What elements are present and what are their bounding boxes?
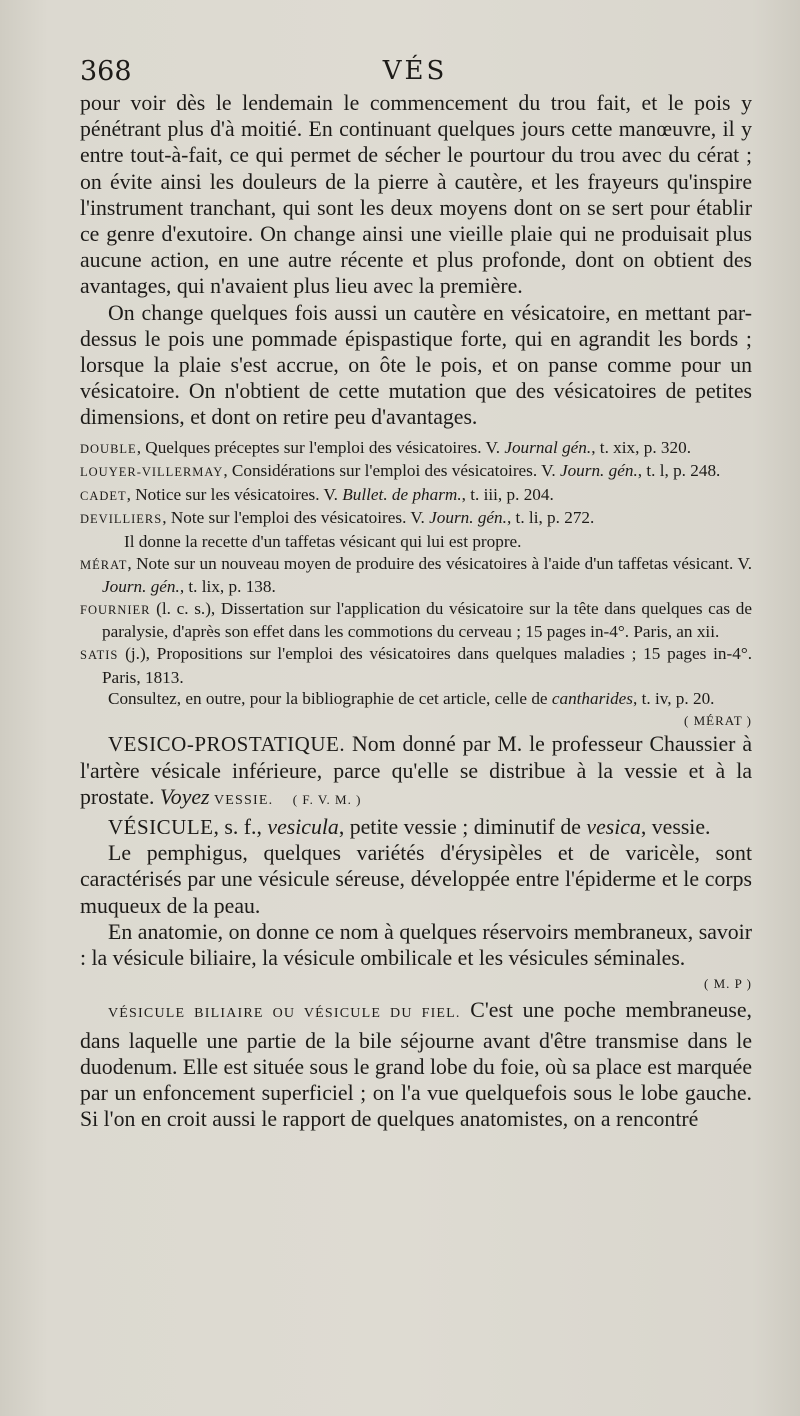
bibliography	[80, 437, 752, 732]
consultez-term: cantharides	[551, 689, 633, 709]
cross-reference-voyez: Voyez	[159, 784, 210, 809]
reference-tail: , t. lix, p. 138.	[179, 577, 276, 597]
paragraph-vesicule-anatomie	[80, 919, 752, 998]
reference-entry	[80, 460, 752, 484]
reference-entry	[80, 553, 752, 598]
reference-tail: , t. l, p. 248.	[637, 461, 721, 481]
reference-journal: Journ. gén.	[559, 461, 638, 481]
reference-journal: Journ. gén.	[429, 508, 507, 528]
entry-vesicule	[80, 814, 752, 840]
reference-author: FOURNIER	[80, 602, 151, 617]
reference-text: (j.), Propositions sur l'emploi des vésicatoires dans quelques maladies ; 15 pages in-4°. Paris, 1813.	[102, 643, 752, 687]
consultez-tail: , t. iv, p. 20.	[633, 689, 715, 709]
reference-text: , Notice sur les vésicatoires. V.	[126, 484, 343, 504]
reference-text: , Note sur l'emploi des vésicatoires. V.	[162, 508, 430, 528]
reference-journal: Journ. gén.	[102, 577, 180, 597]
entry-headword: VESICO-PROSTATIQUE.	[108, 732, 346, 757]
reference-text: (l. c. s.), Dissertation sur l'application du vésicatoire sur la tête dans quelques cas de paralysie, d'après son effet dans les commotions du cerveau ; 15 pages in-4°. Paris, an xii.	[102, 598, 752, 642]
entry-text: C'est une poche membraneuse, dans laquelle une partie de la bile séjourne avant d'être transmise dans le duodenum. Elle est située sous le grand lobe du foie, où sa place est marquée par un enfoncement superficiel ; on l'a vue quelquefois sous le lobe gauche. Si l'on en croit aussi le rapport de quelques anatomistes, on a rencontré	[80, 998, 752, 1132]
latin-term: vesica	[586, 814, 641, 839]
reference-entry	[80, 437, 752, 461]
reference-author: SATIS	[80, 647, 119, 662]
entry-headword: VÉSICULE	[108, 814, 214, 839]
reference-author: DEVILLIERS	[80, 512, 163, 527]
paragraph-vesicule-pemphigus: Le pemphigus, quelques variétés d'érysipèles et de varicèle, sont caractérisés par une vésicule séreuse, développée entre l'épiderme et le corps muqueux de la peau.	[80, 841, 752, 918]
reference-journal: Journal gén.	[504, 437, 592, 457]
running-head: VÉS	[382, 56, 448, 86]
entry-text: , petite vessie ; diminutif de	[338, 814, 587, 839]
page-body	[80, 90, 752, 1132]
reference-journal: Bullet. de pharm.	[342, 484, 462, 504]
reference-text: , Considérations sur l'emploi des vésicatoires. V.	[223, 461, 560, 481]
reference-author: DOUBLE	[80, 441, 137, 456]
reference-tail: , t. xix, p. 320.	[591, 437, 691, 457]
cross-reference-target: VESSIE.	[209, 792, 274, 808]
entry-grammar: , s. f.,	[213, 814, 268, 839]
reference-author: CADET	[80, 488, 127, 503]
reference-text: , Note sur un nouveau moyen de produire des vésicatoires à l'aide d'un taffetas vésicant. V.	[127, 553, 752, 573]
page-header	[80, 56, 750, 92]
reference-entry	[80, 643, 752, 688]
reference-entry	[80, 507, 752, 552]
entry-text: Nom donné par M. le professeur Chaussier à l'artère vésicale inférieure, parce qu'elle se distribue à la vessie et à la prostate.	[80, 732, 752, 809]
reference-entry	[80, 598, 752, 643]
entry-vesico-prostatique	[80, 731, 752, 814]
reference-tail: , t. li, p. 272.	[506, 508, 595, 528]
paragraph-cautere-continuation: pour voir dès le lendemain le commencement du trou fait, et le pois y pénétrant plus d'à moitié. En continuant quelques jours cette manœuvre, il y entre tout-à-fait, ce qui permet de sécher le pourtour du trou avec du cérat ; on évite ainsi les douleurs de la pierre à cautère, et les frayeurs qu'inspire l'instrument tranchant, qui sont les deux moyens dont on se sert pour établir ce genre d'exutoire. On change ainsi une vieille plaie qui ne produisait plus aucune action, en une autre récente et plus profonde, dont on obtient des avantages, qui n'avaient plus lieu avec la première.	[80, 91, 752, 299]
reference-tail: , t. iii, p. 204.	[461, 484, 554, 504]
reference-note: Il donne la recette d'un taffetas vésicant qui lui est propre.	[124, 532, 522, 552]
entry-vesicule-biliaire	[80, 997, 752, 1132]
reference-author: MÉRAT	[80, 557, 128, 572]
consultez-note	[80, 688, 752, 731]
entry-tail: , vessie.	[640, 814, 711, 839]
entry-subheading: VÉSICULE BILIAIRE OU VÉSICULE DU FIEL.	[108, 1006, 461, 1022]
author-signature: ( F. V. M. )	[292, 791, 362, 807]
reference-entry	[80, 484, 752, 508]
page-number: 368	[80, 56, 132, 87]
author-signature: ( MÉRAT )	[684, 712, 752, 728]
reference-text: , Quelques préceptes sur l'emploi des vésicatoires. V.	[136, 437, 505, 457]
reference-author: LOUYER-VILLERMAY	[80, 465, 224, 480]
paragraph-text: En anatomie, on donne ce nom à quelques réservoirs membraneux, savoir : la vésicule biliaire, la vésicule ombilicale et les vésicules séminales.	[80, 919, 752, 970]
paragraph-cautere-vesicatoire: On change quelques fois aussi un cautère en vésicatoire, en mettant par-dessus le pois une pommade épispastique forte, qui en agrandit les bords ; lorsque la plaie s'est accrue, on ôte le pois, et on panse comme pour un vésicatoire. On n'obtient de cette mutation que des vésicatoires de petites dimensions, et dont on retire peu d'avantages.	[80, 300, 752, 430]
latin-term: vesicula	[267, 814, 339, 839]
author-signature: ( M. P )	[704, 976, 752, 992]
consultez-text: Consultez, en outre, pour la bibliographie de cet article, celle de	[108, 689, 552, 709]
